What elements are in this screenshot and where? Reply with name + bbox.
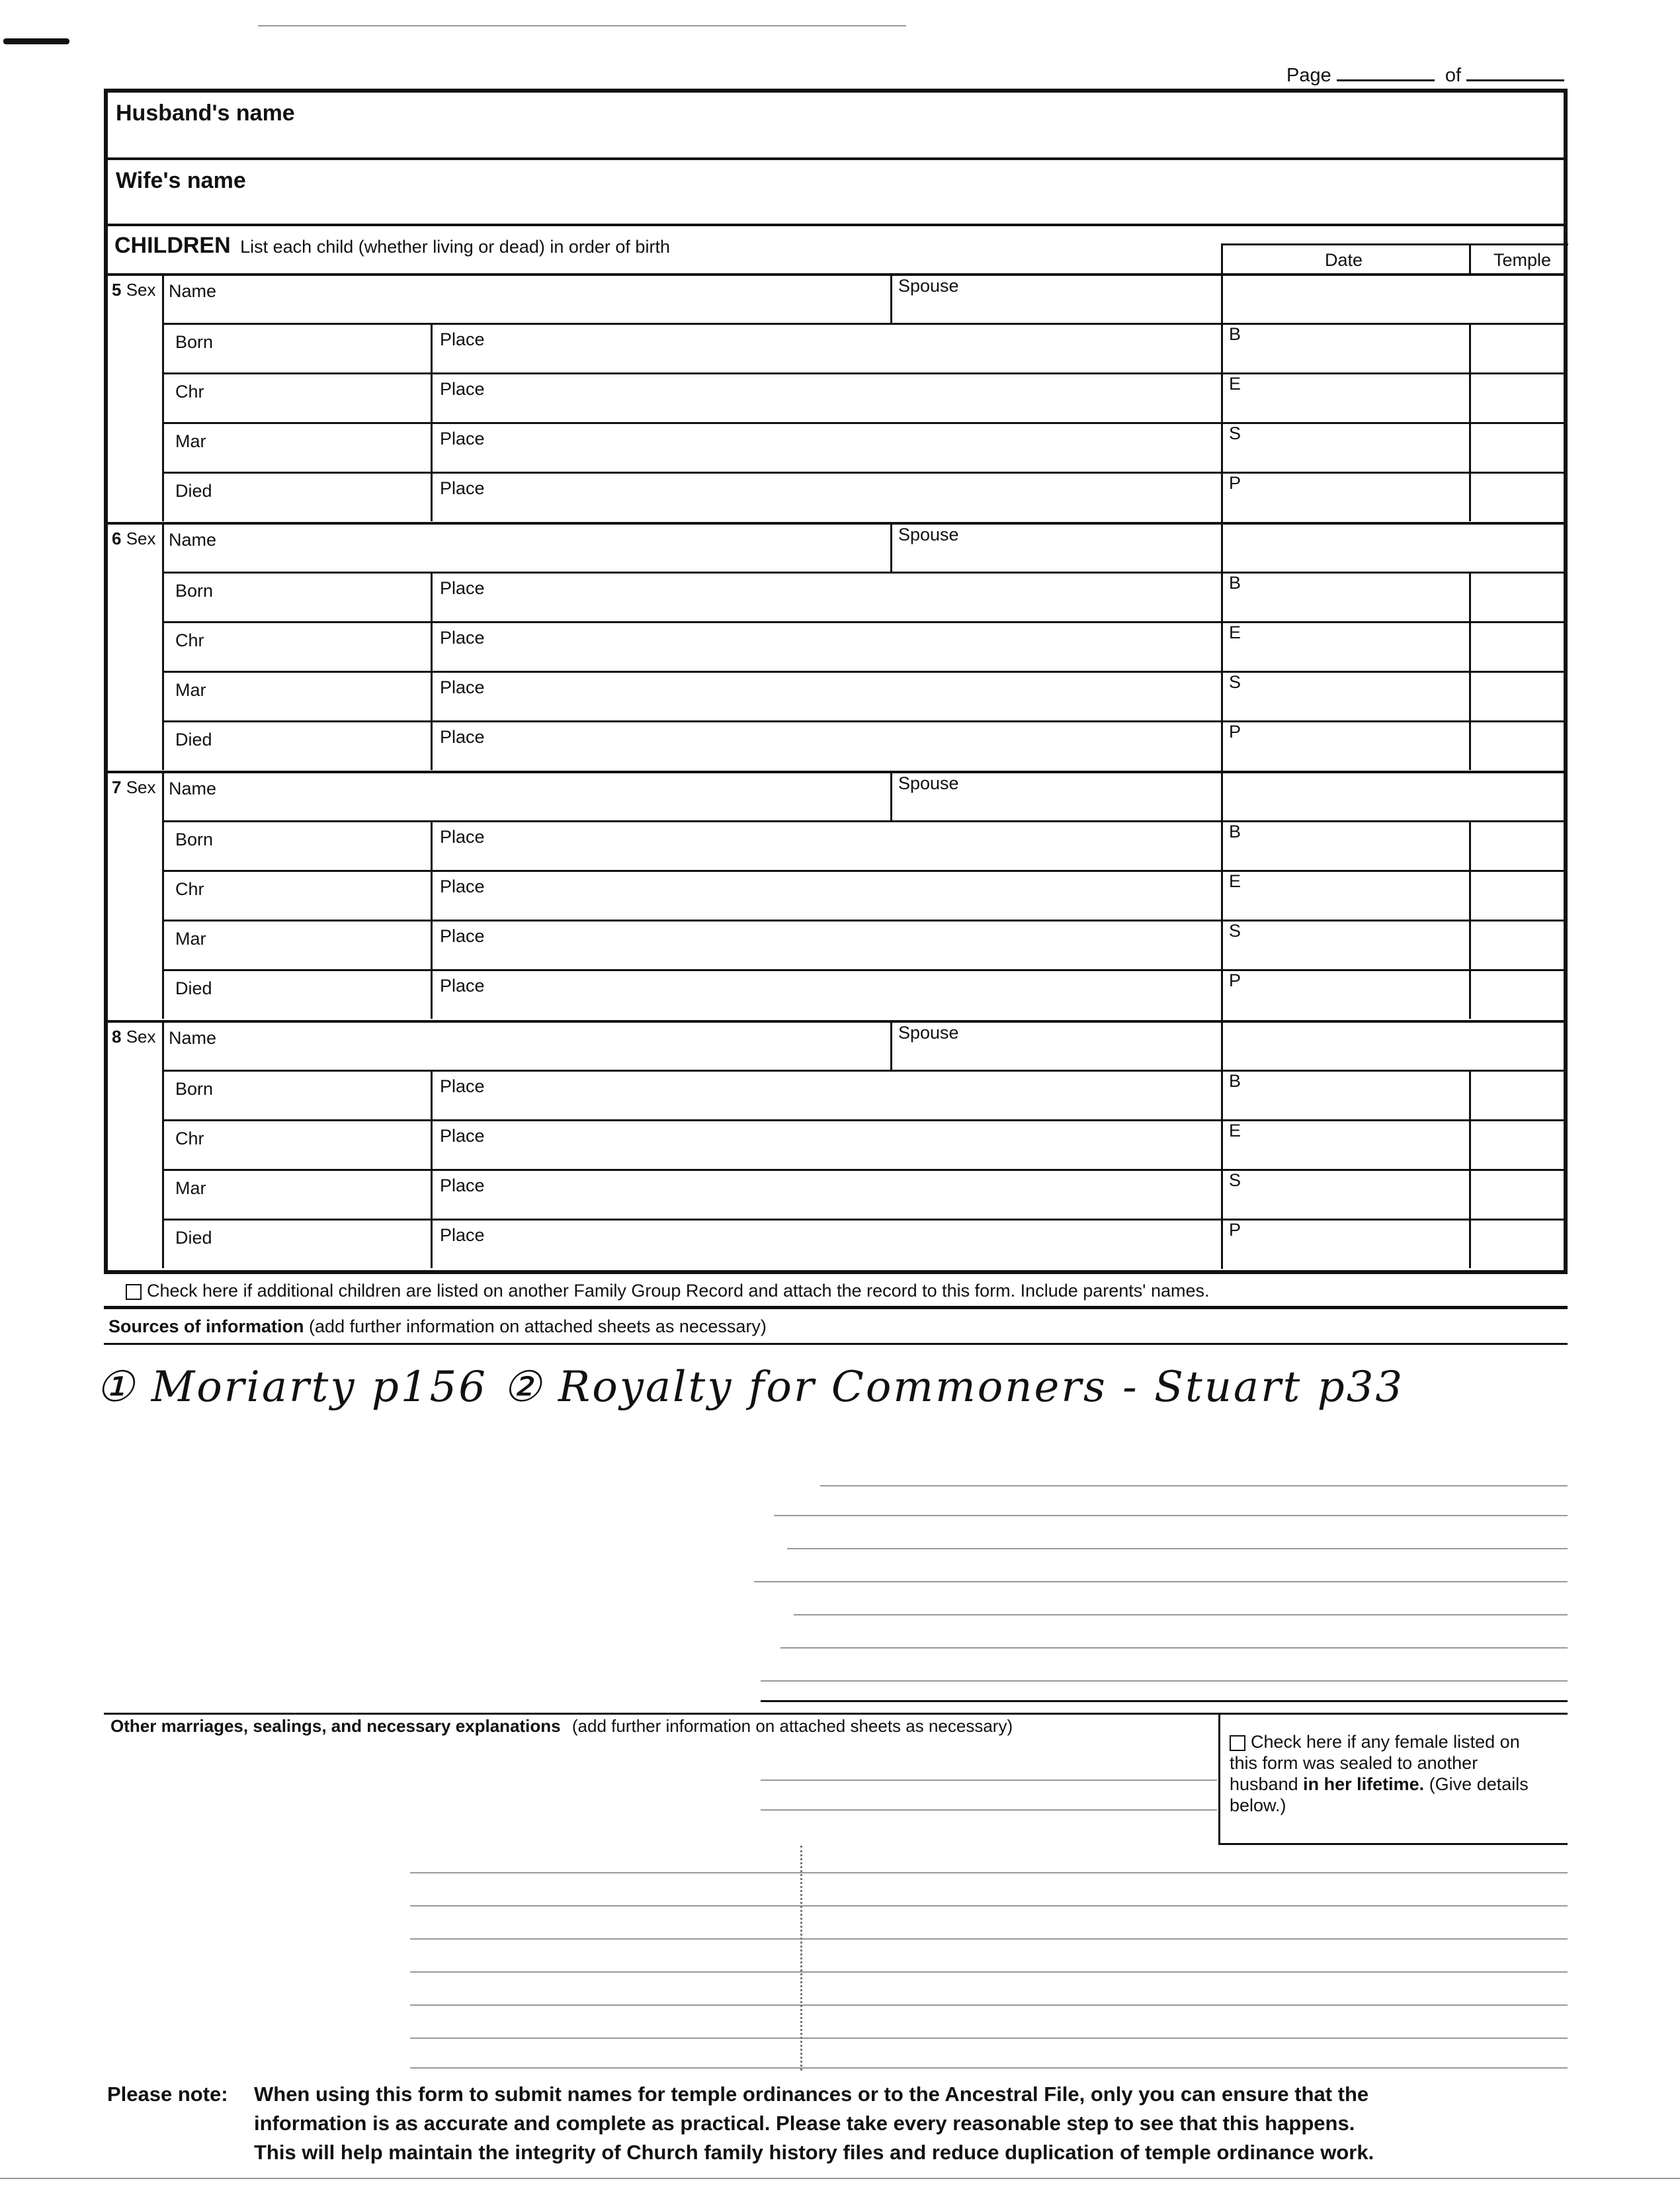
event-col-divider	[431, 1070, 433, 1119]
temple-col-divider	[1469, 1219, 1471, 1268]
child-block	[108, 1020, 1564, 1268]
child-number: 8	[112, 1027, 122, 1047]
event-label: Chr	[175, 879, 204, 899]
sources-hint: (add further information on attached sheets as necessary)	[309, 1316, 767, 1336]
date-col-divider	[1221, 1169, 1223, 1219]
sex-col-divider	[162, 522, 164, 572]
event-row-bottom	[162, 671, 1564, 673]
scan-smudge	[3, 38, 69, 44]
explanation-ruled-line	[761, 1809, 1217, 1811]
ordinance-code[interactable]: E	[1229, 622, 1241, 642]
sources-label: Sources of information	[108, 1316, 304, 1336]
sources-ruled-line	[754, 1581, 1568, 1582]
date-col-divider	[1221, 572, 1223, 621]
spouse-label[interactable]: Spouse	[898, 525, 959, 544]
ordinance-code[interactable]: B	[1229, 1071, 1241, 1091]
sources-handwritten: ① Moriarty p156 ② Royalty for Commoners - Stuart p33	[96, 1363, 1405, 1412]
event-label: Mar	[175, 680, 206, 700]
place-label[interactable]: Place	[440, 578, 485, 598]
sealed-check-box	[1218, 1713, 1568, 1845]
event-label: Born	[175, 1079, 214, 1099]
event-row-bottom	[162, 870, 1564, 872]
ordinance-code[interactable]: S	[1229, 921, 1241, 941]
name-row-bottom	[162, 820, 1564, 822]
page-label: Page	[1286, 65, 1331, 86]
event-col-divider	[431, 820, 433, 870]
temple-col-divider	[1469, 920, 1471, 969]
child-number-sex	[112, 777, 156, 798]
explanation-ruled-line	[410, 1905, 1568, 1907]
additional-children-note	[126, 1281, 1210, 1301]
child-number-sex	[112, 529, 156, 549]
child-number: 7	[112, 777, 122, 797]
child-number-sex	[112, 1027, 156, 1047]
sealed-check-text: Check here if any female listed on this form was sealed to another husband	[1230, 1732, 1520, 1794]
family-group-form	[104, 89, 1568, 1274]
event-label: Died	[175, 481, 212, 501]
event-label: Chr	[175, 630, 204, 650]
ordinance-code[interactable]: E	[1229, 374, 1241, 394]
sources-heading	[108, 1316, 767, 1337]
temple-col-divider	[1469, 323, 1471, 372]
child-block	[108, 522, 1564, 770]
ordinance-code[interactable]: B	[1229, 822, 1241, 841]
event-col-divider	[431, 422, 433, 472]
place-label[interactable]: Place	[440, 877, 485, 896]
sources-ruled-line	[780, 1647, 1568, 1649]
place-label[interactable]: Place	[440, 976, 485, 996]
other-marriages-hint: (add further information on attached sheets as necessary)	[571, 1716, 1013, 1736]
please-note-line-1: When using this form to submit names for temple ordinances or to the Ancestral File, only you can ensure that the	[254, 2082, 1369, 2106]
spouse-col-divider	[890, 522, 892, 572]
event-col-divider	[431, 572, 433, 621]
name-row-bottom	[162, 1070, 1564, 1072]
husband-row[interactable]	[108, 93, 1564, 160]
name-label[interactable]: Name	[169, 530, 217, 550]
event-col-divider	[431, 1219, 433, 1268]
temple-col-divider	[1469, 621, 1471, 671]
sources-ruled-line	[774, 1515, 1568, 1516]
event-col-divider	[431, 323, 433, 372]
event-col-divider	[431, 372, 433, 422]
event-row-bottom	[162, 720, 1564, 722]
event-label: Chr	[175, 1129, 204, 1148]
ordinance-code[interactable]: S	[1229, 672, 1241, 692]
sources-heading-rule	[104, 1343, 1568, 1345]
child-number-sex	[112, 280, 156, 300]
ordinance-code[interactable]: B	[1229, 324, 1241, 344]
children-instruction: List each child (whether living or dead) in order of birth	[240, 237, 670, 257]
place-label[interactable]: Place	[440, 677, 485, 697]
explanation-column-divider	[800, 1846, 802, 2071]
event-label: Chr	[175, 382, 204, 402]
date-col-divider	[1221, 969, 1223, 1019]
event-row-bottom	[162, 1119, 1564, 1121]
page-number-line	[1286, 62, 1564, 87]
ordinance-code[interactable]: E	[1229, 1121, 1241, 1140]
sex-label: Sex	[126, 777, 156, 797]
temple-col-divider	[1469, 820, 1471, 870]
event-label: Mar	[175, 1178, 206, 1198]
date-col-divider	[1221, 372, 1223, 422]
event-label: Born	[175, 830, 214, 849]
date-col-divider	[1221, 720, 1223, 770]
event-label: Died	[175, 1228, 212, 1248]
sealed-check-text-block	[1230, 1731, 1547, 1816]
bottom-scan-line	[0, 2178, 1680, 2179]
name-label[interactable]: Name	[169, 779, 217, 798]
event-col-divider	[431, 472, 433, 521]
children-header	[114, 233, 670, 259]
page-number-field[interactable]	[1337, 62, 1435, 81]
sources-ruled-line	[787, 1548, 1568, 1549]
event-label: Born	[175, 581, 214, 601]
sources-bottom-rule	[761, 1700, 1568, 1702]
explanation-ruled-line	[410, 2038, 1568, 2039]
spouse-label[interactable]: Spouse	[898, 276, 959, 296]
event-row-bottom	[162, 472, 1564, 474]
additional-children-checkbox[interactable]	[126, 1284, 142, 1300]
sources-ruled-line	[761, 1680, 1568, 1682]
ordinance-code[interactable]: P	[1229, 473, 1241, 493]
other-marriages-label: Other marriages, sealings, and necessary explanations	[110, 1716, 561, 1736]
date-header: Date	[1325, 250, 1363, 270]
wife-name-label: Wife's name	[116, 168, 246, 193]
child-block-top-rule	[108, 273, 1564, 276]
ordinance-code[interactable]: P	[1229, 970, 1241, 990]
date-col-divider	[1221, 1219, 1223, 1268]
sex-col-divider	[162, 1020, 164, 1070]
sex-label: Sex	[126, 280, 156, 300]
explanation-ruled-line	[761, 1780, 1217, 1781]
event-label: Mar	[175, 431, 206, 451]
temple-col-divider	[1469, 1119, 1471, 1169]
place-label[interactable]: Place	[440, 329, 485, 349]
event-col-divider	[431, 671, 433, 720]
temple-col-divider	[1469, 1169, 1471, 1219]
ordinance-code[interactable]: S	[1229, 423, 1241, 443]
sex-label: Sex	[126, 529, 156, 548]
place-label[interactable]: Place	[440, 926, 485, 946]
wife-row[interactable]	[108, 160, 1564, 226]
child-number: 6	[112, 529, 122, 548]
temple-col-divider	[1469, 572, 1471, 621]
event-label: Died	[175, 978, 212, 998]
name-row-bottom	[162, 323, 1564, 325]
event-row-bottom	[162, 372, 1564, 374]
date-header-top	[1221, 243, 1568, 245]
child-block	[108, 771, 1564, 1019]
scan-artifact-line	[258, 25, 906, 26]
child-block-top-rule	[108, 1020, 1564, 1023]
event-row-bottom	[162, 621, 1564, 623]
please-note-text	[254, 2080, 1570, 2167]
spouse-col-divider	[890, 273, 892, 323]
temple-col-divider	[1469, 1070, 1471, 1119]
event-row-bottom	[162, 422, 1564, 424]
name-row-bottom	[162, 572, 1564, 574]
place-label[interactable]: Place	[440, 1225, 485, 1245]
ordinance-code[interactable]: P	[1229, 1220, 1241, 1240]
event-col-divider	[431, 1119, 433, 1169]
explanation-ruled-line	[410, 1938, 1568, 1940]
child-number: 5	[112, 280, 122, 300]
place-label[interactable]: Place	[440, 379, 485, 399]
temple-col-divider	[1469, 422, 1471, 472]
temple-col-divider	[1469, 969, 1471, 1019]
child-block	[108, 273, 1564, 521]
name-label[interactable]: Name	[169, 1028, 217, 1048]
please-note-line-2: information is as accurate and complete as practical. Please take every reasonable step to see that this happens.	[254, 2112, 1355, 2135]
date-col-divider	[1221, 422, 1223, 472]
sex-col-divider	[162, 273, 164, 323]
temple-col-divider	[1469, 720, 1471, 770]
event-label: Born	[175, 332, 214, 352]
spouse-col-divider	[890, 1020, 892, 1070]
page-total-field[interactable]	[1466, 62, 1564, 81]
please-note-label: Please note:	[107, 2082, 228, 2106]
place-label[interactable]: Place	[440, 1126, 485, 1146]
explanation-ruled-line	[410, 1872, 1568, 1873]
other-marriages-heading	[110, 1716, 1013, 1737]
temple-header: Temple	[1493, 250, 1552, 270]
sex-label: Sex	[126, 1027, 156, 1047]
sources-ruled-line	[820, 1485, 1568, 1486]
ordinance-code[interactable]: P	[1229, 722, 1241, 742]
sealed-check-tail: (Give details below.)	[1230, 1774, 1529, 1815]
children-title: CHILDREN	[114, 233, 231, 258]
event-col-divider	[431, 621, 433, 671]
event-row-bottom	[162, 920, 1564, 922]
spouse-col-divider	[890, 771, 892, 820]
date-col-divider	[1221, 472, 1223, 521]
date-col-divider	[1221, 920, 1223, 969]
sex-col-divider	[162, 771, 164, 820]
place-label[interactable]: Place	[440, 1176, 485, 1195]
sources-ruled-line	[794, 1614, 1568, 1615]
place-label[interactable]: Place	[440, 727, 485, 747]
date-col-divider	[1221, 323, 1223, 372]
spouse-label[interactable]: Spouse	[898, 773, 959, 793]
place-label[interactable]: Place	[440, 429, 485, 449]
temple-col-divider	[1469, 671, 1471, 720]
event-col-divider	[431, 1169, 433, 1219]
husband-name-label: Husband's name	[116, 101, 295, 126]
date-col-divider	[1221, 621, 1223, 671]
event-col-divider	[431, 720, 433, 770]
event-label: Mar	[175, 929, 206, 949]
sealed-checkbox[interactable]	[1230, 1735, 1245, 1751]
event-col-divider	[431, 870, 433, 920]
child-block-top-rule	[108, 771, 1564, 773]
place-label[interactable]: Place	[440, 478, 485, 498]
event-row-bottom	[162, 1219, 1564, 1221]
child-block-top-rule	[108, 522, 1564, 525]
explanation-ruled-line	[410, 2004, 1568, 2006]
explanation-ruled-line	[410, 1971, 1568, 1973]
event-col-divider	[431, 969, 433, 1019]
event-col-divider	[431, 920, 433, 969]
additional-children-text: Check here if additional children are listed on another Family Group Record and attach the record to this form. Include parents' names.	[147, 1281, 1210, 1301]
name-label[interactable]: Name	[169, 281, 217, 301]
date-temple-divider	[1469, 243, 1471, 273]
ordinance-code[interactable]: B	[1229, 573, 1241, 593]
place-label[interactable]: Place	[440, 827, 485, 847]
temple-col-divider	[1469, 372, 1471, 422]
date-col-divider	[1221, 820, 1223, 870]
of-label: of	[1445, 65, 1462, 86]
event-row-bottom	[162, 1169, 1564, 1171]
date-col-divider	[1221, 870, 1223, 920]
place-label[interactable]: Place	[440, 1076, 485, 1096]
ordinance-code[interactable]: S	[1229, 1170, 1241, 1190]
temple-col-divider	[1469, 472, 1471, 521]
temple-col-divider	[1469, 870, 1471, 920]
date-col-divider	[1221, 671, 1223, 720]
event-label: Died	[175, 730, 212, 750]
ordinance-code[interactable]: E	[1229, 871, 1241, 891]
sealed-check-bold: in her lifetime.	[1303, 1774, 1425, 1794]
date-col-divider	[1221, 1119, 1223, 1169]
event-row-bottom	[162, 969, 1564, 971]
spouse-label[interactable]: Spouse	[898, 1023, 959, 1043]
date-col-divider	[1221, 1070, 1223, 1119]
explanation-ruled-line	[410, 2067, 1568, 2069]
place-label[interactable]: Place	[440, 628, 485, 648]
sources-top-rule	[104, 1306, 1568, 1309]
please-note-line-3: This will help maintain the integrity of Church family history files and reduce duplication of temple ordinance work.	[254, 2141, 1374, 2164]
